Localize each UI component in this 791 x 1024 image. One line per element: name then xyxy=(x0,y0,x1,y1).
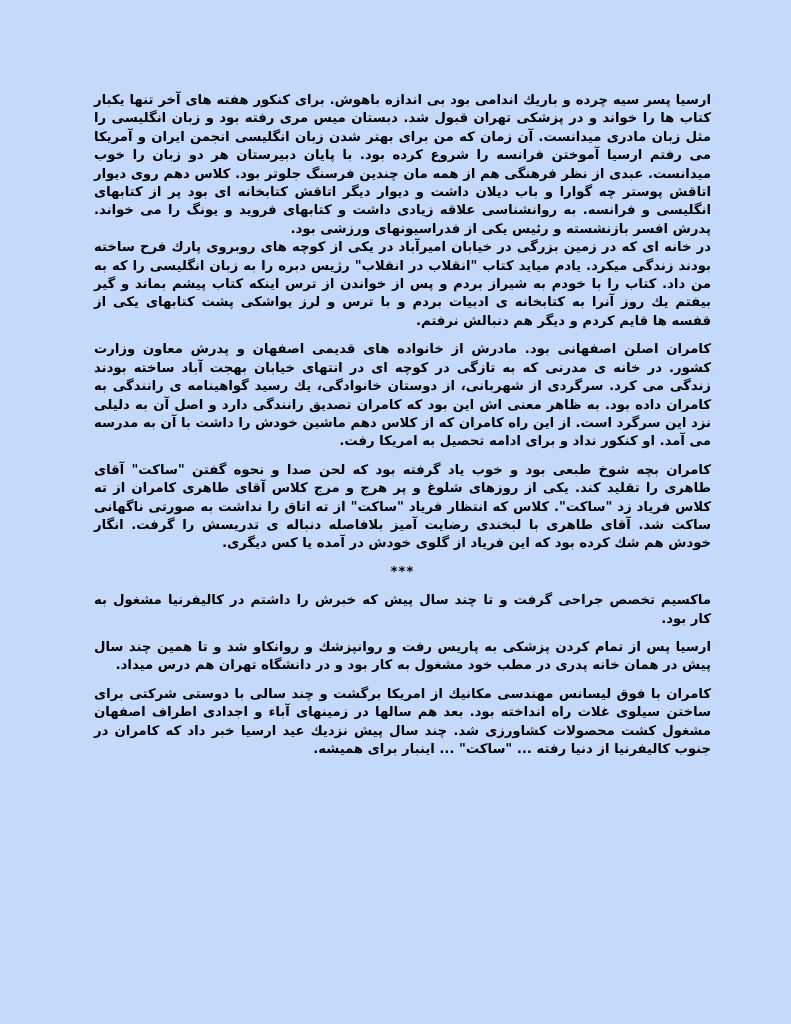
paragraph-arsia-later: ارسیا پس از تمام کردن پزشکی به پاریس رفت و روانپزشك و روانکاو شد و تا همین چند سال پیش در همان خانه پدری در مطب خود مشغول به کار بود و در دانشگاه تهران هم درس میداد. xyxy=(94,639,711,674)
paragraph-arsia: ارسیا پسر سیه چرده و باریك اندامی بود بی اندازه باهوش. برای کنکور هفته های آخر تنها یکبار کتاب ها را خواند و در پزشکی تهران قبول شد. دبستان میس مری رفته بود و زبان انگلیسی را مثل زبان مادری میدانست. آن زمان که من برای بهتر شدن زبان انگلیسی انجمن ایران و آمریکا می رفتم ارسیا آموختن فرانسه را شروع کرده بود. با پایان دبیرستان هر دو زبان را خوب میدانست. عبدی از نظر فرهنگی هم از همه مان چندین فرسنگ جلوتر بود. کلاس دهم روی دیوار اتاقش پوستر چه گوارا و باب دیلان داشت و دیوار دیگر اتاقش کتابخانه ای بود پر از کتابهای انگلیسی و فرانسه. به روانشناسی علاقه زیادی داشت و کتابهای فروید و یونگ را می خواند. پدرش افسر بازنشسته و رئیس یکی از فدراسیونهای ورزشی بود. در خانه ای که در زمین بزرگی در خیابان امیرآباد در یکی از کوچه های روبروی پارك فرح ساخته بودند زندگی میکرد. یادم میاید کتاب "انقلاب در انقلاب" رژیس دبره را به زبان انگلیسی را که به من داد. کتاب را با خودم به شیراز بردم و پس از خواندن از ترس اینکه کتاب پیشم بماند و گیر بیفتم یك روز آنرا به کتابخانه ی ادبیات بردم و با ترس و لرز یواشکی پشت کتابهای یکی از قفسه ها قایم کردم و دیگر هم دنبالش نرفتم. xyxy=(94,93,711,329)
paragraph-kamran-saket: کامران بچه شوخ طبعی بود و خوب یاد گرفته بود که لحن صدا و نحوه گفتن "ساکت" آقای طاهری را تقلید کند. یکی از روزهای شلوغ و پر هرج و مرج کلاس آقای طاهری کامران از ته کلاس فریاد زد "ساکت". کلاس که انتظار فریاد "ساکت" از ته اتاق را نداشت به صورتی ناگهانی ساکت شد. آقای طاهری با لبخندی رضایت آمیز بلافاصله دنباله ی تدریسش را گرفت. انگار خودش هم شك کرده بود که این فریاد از گلوی خودش در آمده یا کس دیگری. xyxy=(94,462,711,552)
section-separator: *** xyxy=(390,564,415,580)
paragraph-kamran-later: کامران با فوق لیسانس مهندسی مکانیك از امریکا برگشت و چند سالی با دوستی شرکتی برای ساختن سیلوی غلات راه انداخته بود. بعد هم سالها در زمینهای آباء و اجدادی اطراف اصفهان مشغول کشت محصولات کشاورزی شد. چند سال پیش نزدیك عید ارسیا خبر داد که کامران در جنوب کالیفرنیا از دنیا رفته ... "ساکت" ... اینبار برای همیشه. xyxy=(94,686,711,757)
document-body xyxy=(94,92,711,769)
paragraph-kamran-intro: کامران اصلن اصفهانی بود. مادرش از خانواده های قدیمی اصفهان و پدرش معاون وزارت کشور. در خانه ی مدرنی که به تازگی در کوچه ای در انتهای خیابان بهجت آباد ساخته بودند زندگی می کرد. سرگردی از شهربانی، از دوستان خانوادگی، یك رسید گواهینامه ی رانندگی به کامران داده بود. به ظاهر معنی اش این بود که کامران تصدیق رانندگی دارد و اصل آن به دلیلی نزد این سرگرد است. از این راه کامران که از کلاس دهم ماشین خودش را داشت با آن به مدرسه می آمد. او کنکور نداد و برای ادامه تحصیل به امریکا رفت. xyxy=(94,342,711,450)
paragraph-maxim: ماکسیم تخصص جراحی گرفت و تا چند سال پیش که خبرش را داشتم در کالیفرنیا مشغول به کار بود. xyxy=(94,593,711,627)
